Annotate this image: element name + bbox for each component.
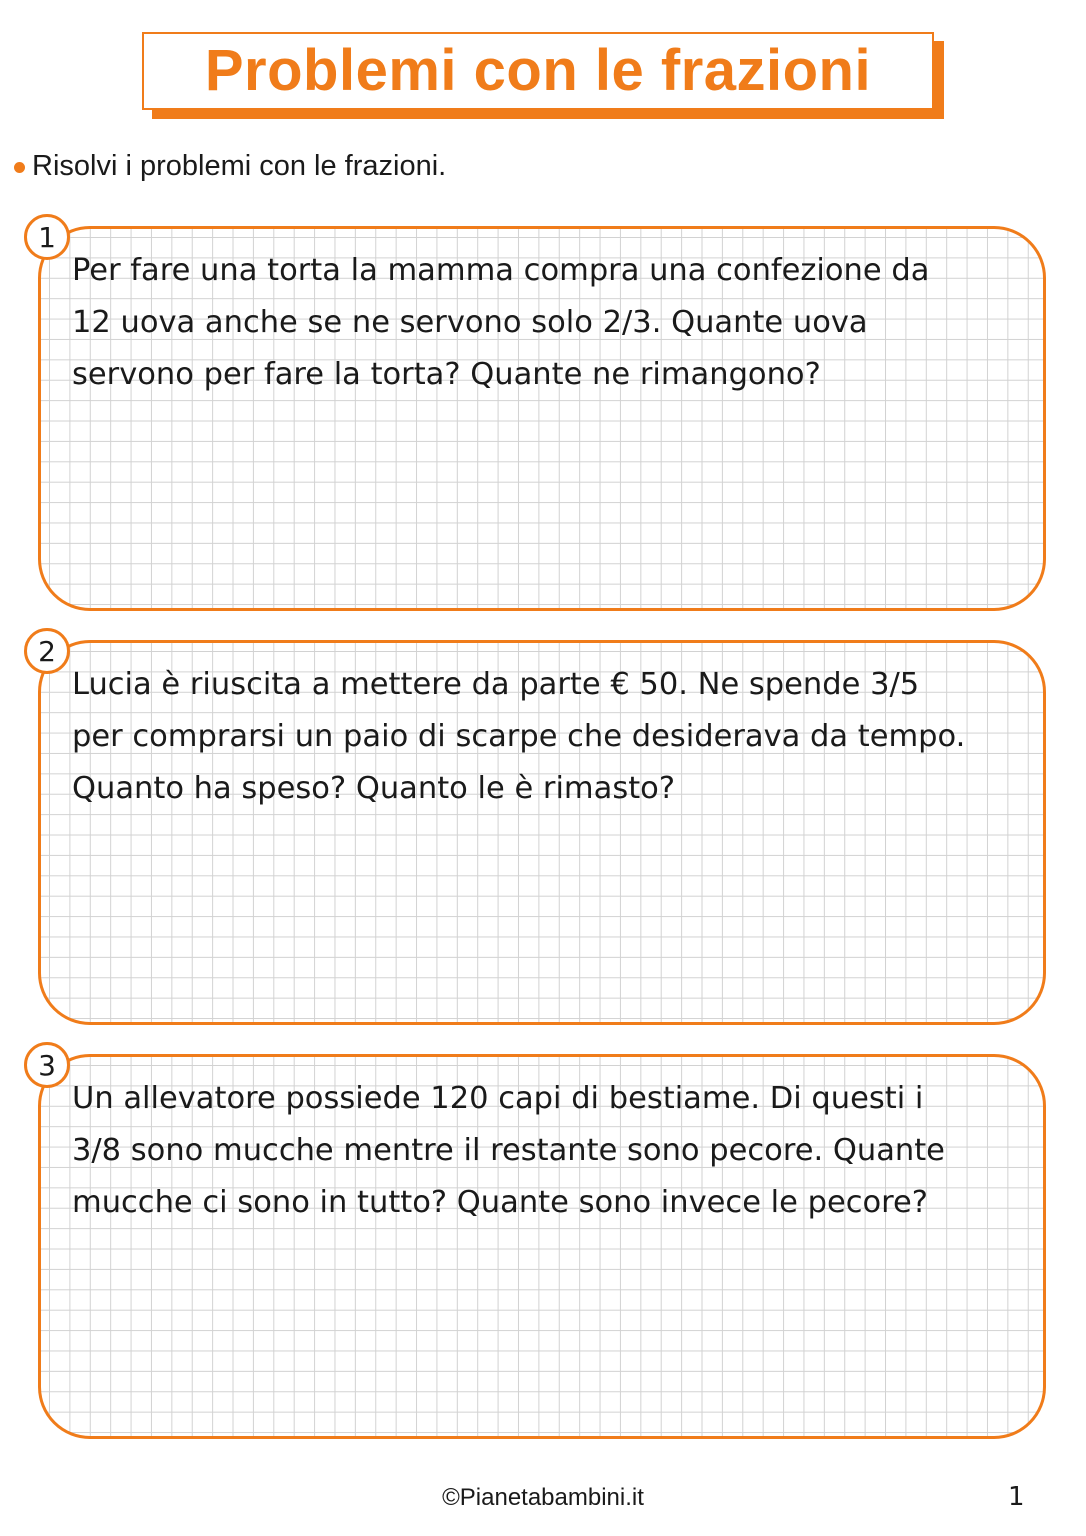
bullet-icon	[14, 162, 25, 173]
problem-number-2: 2	[24, 628, 70, 674]
title-banner	[142, 32, 934, 110]
instruction	[14, 150, 446, 183]
problem-box-1[interactable]	[38, 226, 1046, 611]
problem-box-2[interactable]	[38, 640, 1046, 1025]
page-number: 1	[1008, 1482, 1025, 1512]
problem-text-3: Un allevatore possiede 120 capi di bestiame. Di questi i 3/8 sono mucche mentre il restante sono pecore. Quante mucche ci sono in tutto? Quante sono invece le pecore?	[72, 1081, 945, 1220]
problem-number-1: 1	[24, 214, 70, 260]
title-box	[142, 32, 934, 110]
problem-number-3: 3	[24, 1042, 70, 1088]
instruction-text: Risolvi i problemi con le frazioni.	[32, 150, 447, 182]
page-title: Problemi con le frazioni	[204, 38, 872, 103]
problem-box-3[interactable]	[38, 1054, 1046, 1439]
footer-copyright: ©Pianetabambini.it	[442, 1484, 644, 1511]
problem-text-1: Per fare una torta la mamma compra una confezione da 12 uova anche se ne servono solo 2/3. Quante uova servono per fare la torta? Quante ne rimangono?	[72, 253, 930, 392]
problem-text-2: Lucia è riuscita a mettere da parte € 50. Ne spende 3/5 per comprarsi un paio di scarpe che desiderava da tempo. Quanto ha speso? Quanto le è rimasto?	[72, 667, 966, 806]
